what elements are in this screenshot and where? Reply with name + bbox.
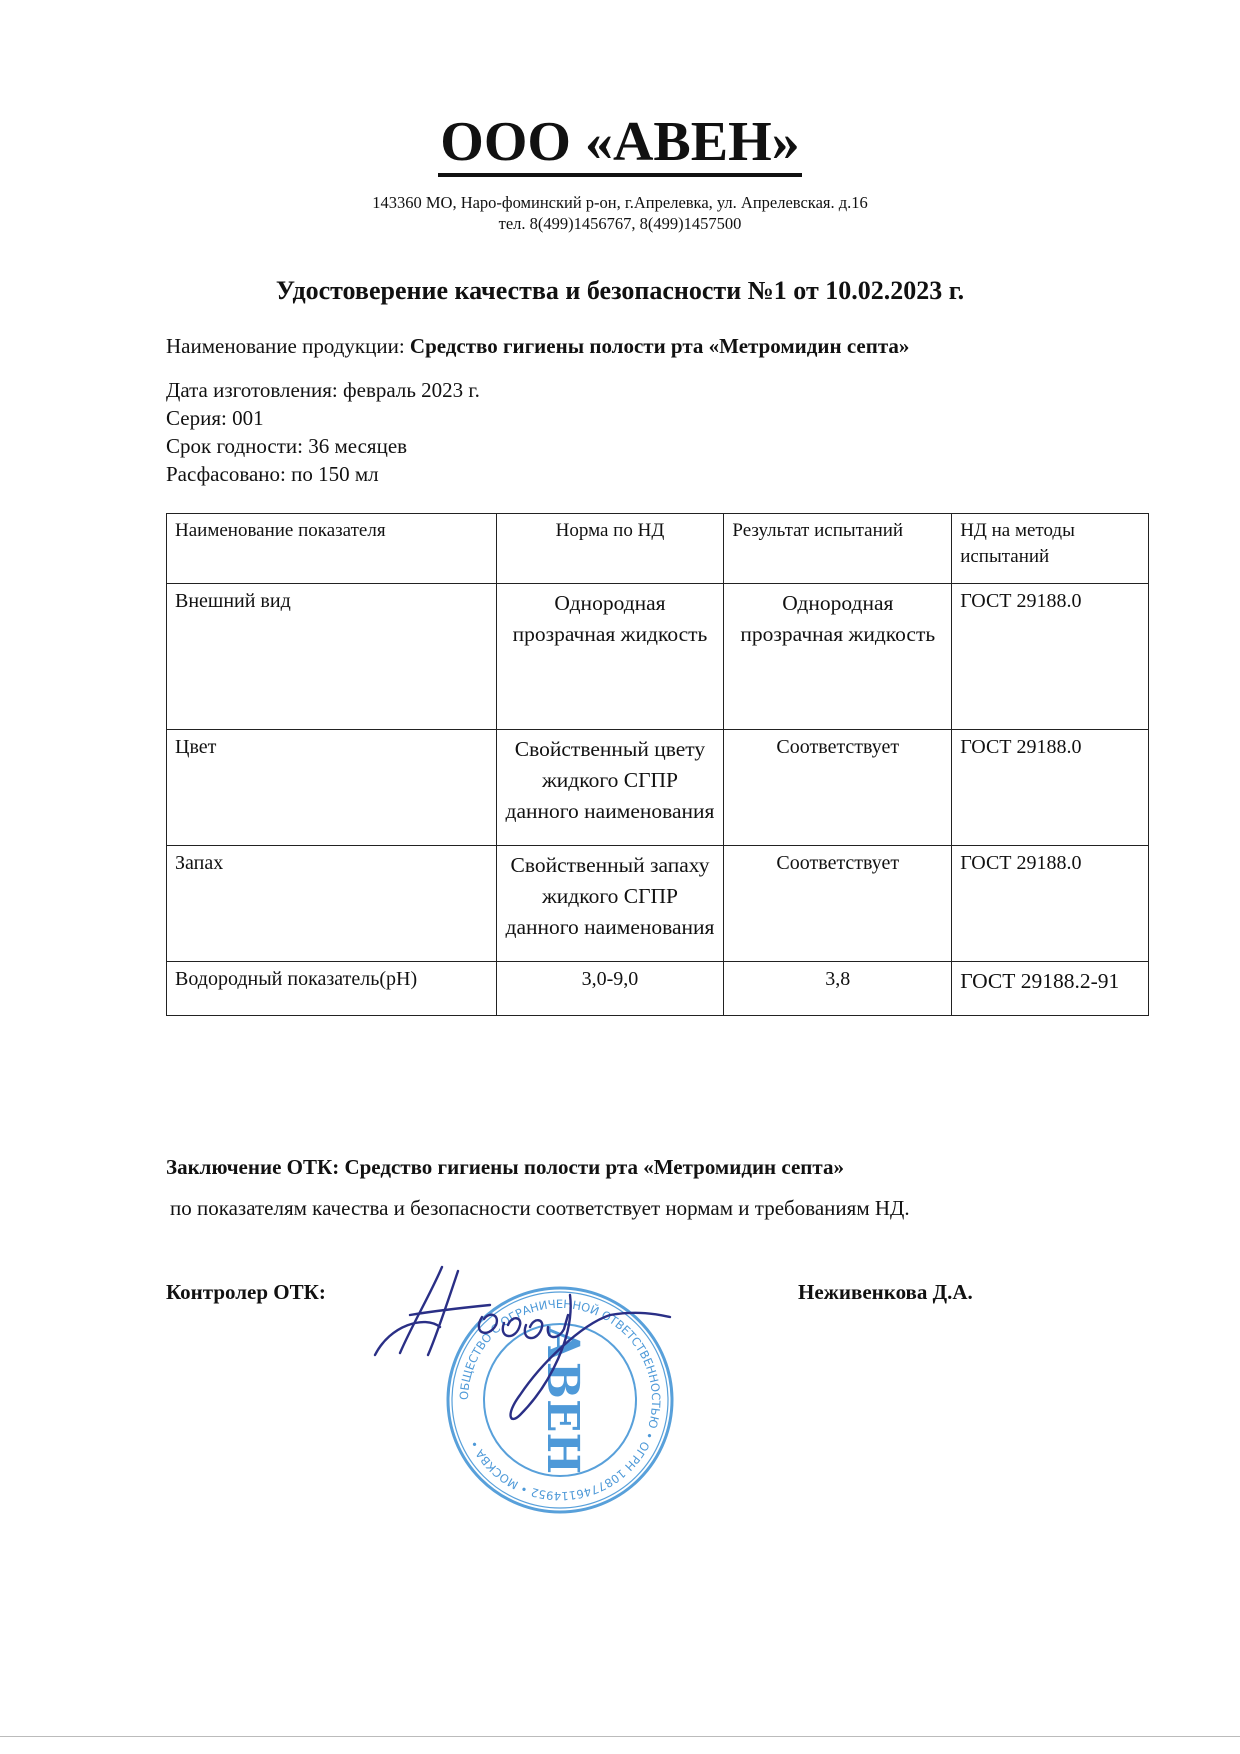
controller-name: Неживенкова Д.А.	[798, 1280, 973, 1304]
controller-label: Контролер ОТК:	[166, 1280, 326, 1304]
header-method: НД на методы испытаний	[952, 514, 1149, 584]
controller-signature	[370, 1255, 700, 1435]
cell-indicator: Внешний вид	[167, 584, 497, 730]
table-row	[167, 730, 1149, 846]
conclusion-title: Заключение ОТК: Средство гигиены полости рта «Метромидин септа»	[166, 1155, 844, 1179]
manufacture-date: Дата изготовления: февраль 2023 г.	[166, 378, 480, 402]
shelf-life: Срок годности: 36 месяцев	[166, 434, 408, 458]
cell-result: Соответствует	[724, 730, 952, 846]
product-meta	[166, 376, 480, 488]
cell-indicator: Запах	[167, 846, 497, 962]
cell-norm: Свойственный цвету жидкого СГПР данного наименования	[496, 730, 724, 846]
company-name-text: ООО «АВЕН»	[438, 111, 801, 177]
company-contacts	[0, 192, 1240, 234]
cell-result: Однородная прозрачная жидкость	[724, 584, 952, 730]
product-label: Наименование продукции:	[166, 334, 405, 358]
header-result: Результат испытаний	[724, 514, 952, 584]
document-title: Удостоверение качества и безопасности №1 от 10.02.2023 г.	[275, 276, 965, 305]
cell-indicator: Водородный показатель(pH)	[167, 962, 497, 1016]
cell-result: 3,8	[724, 962, 952, 1016]
conclusion-text: по показателям качества и безопасности соответствует нормам и требованиям НД.	[170, 1196, 910, 1220]
table-row	[167, 846, 1149, 962]
table-row	[167, 584, 1149, 730]
company-address: 143360 МО, Наро-фоминский р-он, г.Апрелевка, ул. Апрелевская. д.16	[372, 193, 868, 212]
cell-result: Соответствует	[724, 846, 952, 962]
page-bottom-rule	[0, 1736, 1240, 1737]
company-phones: тел. 8(499)1456767, 8(499)1457500	[498, 214, 742, 233]
cell-norm: 3,0-9,0	[496, 962, 724, 1016]
cell-method: ГОСТ 29188.0	[952, 584, 1149, 730]
stamp-center-text: АВЕН	[537, 1325, 588, 1475]
signature-icon	[370, 1255, 700, 1435]
packaging: Расфасовано: по 150 мл	[166, 462, 379, 486]
batch-number: Серия: 001	[166, 406, 264, 430]
quality-table	[166, 513, 1149, 1016]
company-name	[0, 112, 1240, 174]
cell-indicator: Цвет	[167, 730, 497, 846]
cell-norm: Однородная прозрачная жидкость	[496, 584, 724, 730]
header-norm: Норма по НД	[496, 514, 724, 584]
stamp-ring-text: ОБЩЕСТВО С ОГРАНИЧЕННОЙ ОТВЕТСТВЕННОСТЬЮ • ОГРН 1087746114952 • МОСКВА •	[456, 1296, 664, 1504]
product-value: Средство гигиены полости рта «Метромидин септа»	[409, 334, 910, 358]
cell-method: ГОСТ 29188.2-91	[952, 962, 1149, 1016]
cell-norm: Свойственный запаху жидкого СГПР данного наименования	[496, 846, 724, 962]
cell-method: ГОСТ 29188.0	[952, 846, 1149, 962]
cell-method: ГОСТ 29188.0	[952, 730, 1149, 846]
table-header-row	[167, 514, 1149, 584]
table-row	[167, 962, 1149, 1016]
header-indicator: Наименование показателя	[167, 514, 497, 584]
product-line	[166, 334, 909, 359]
